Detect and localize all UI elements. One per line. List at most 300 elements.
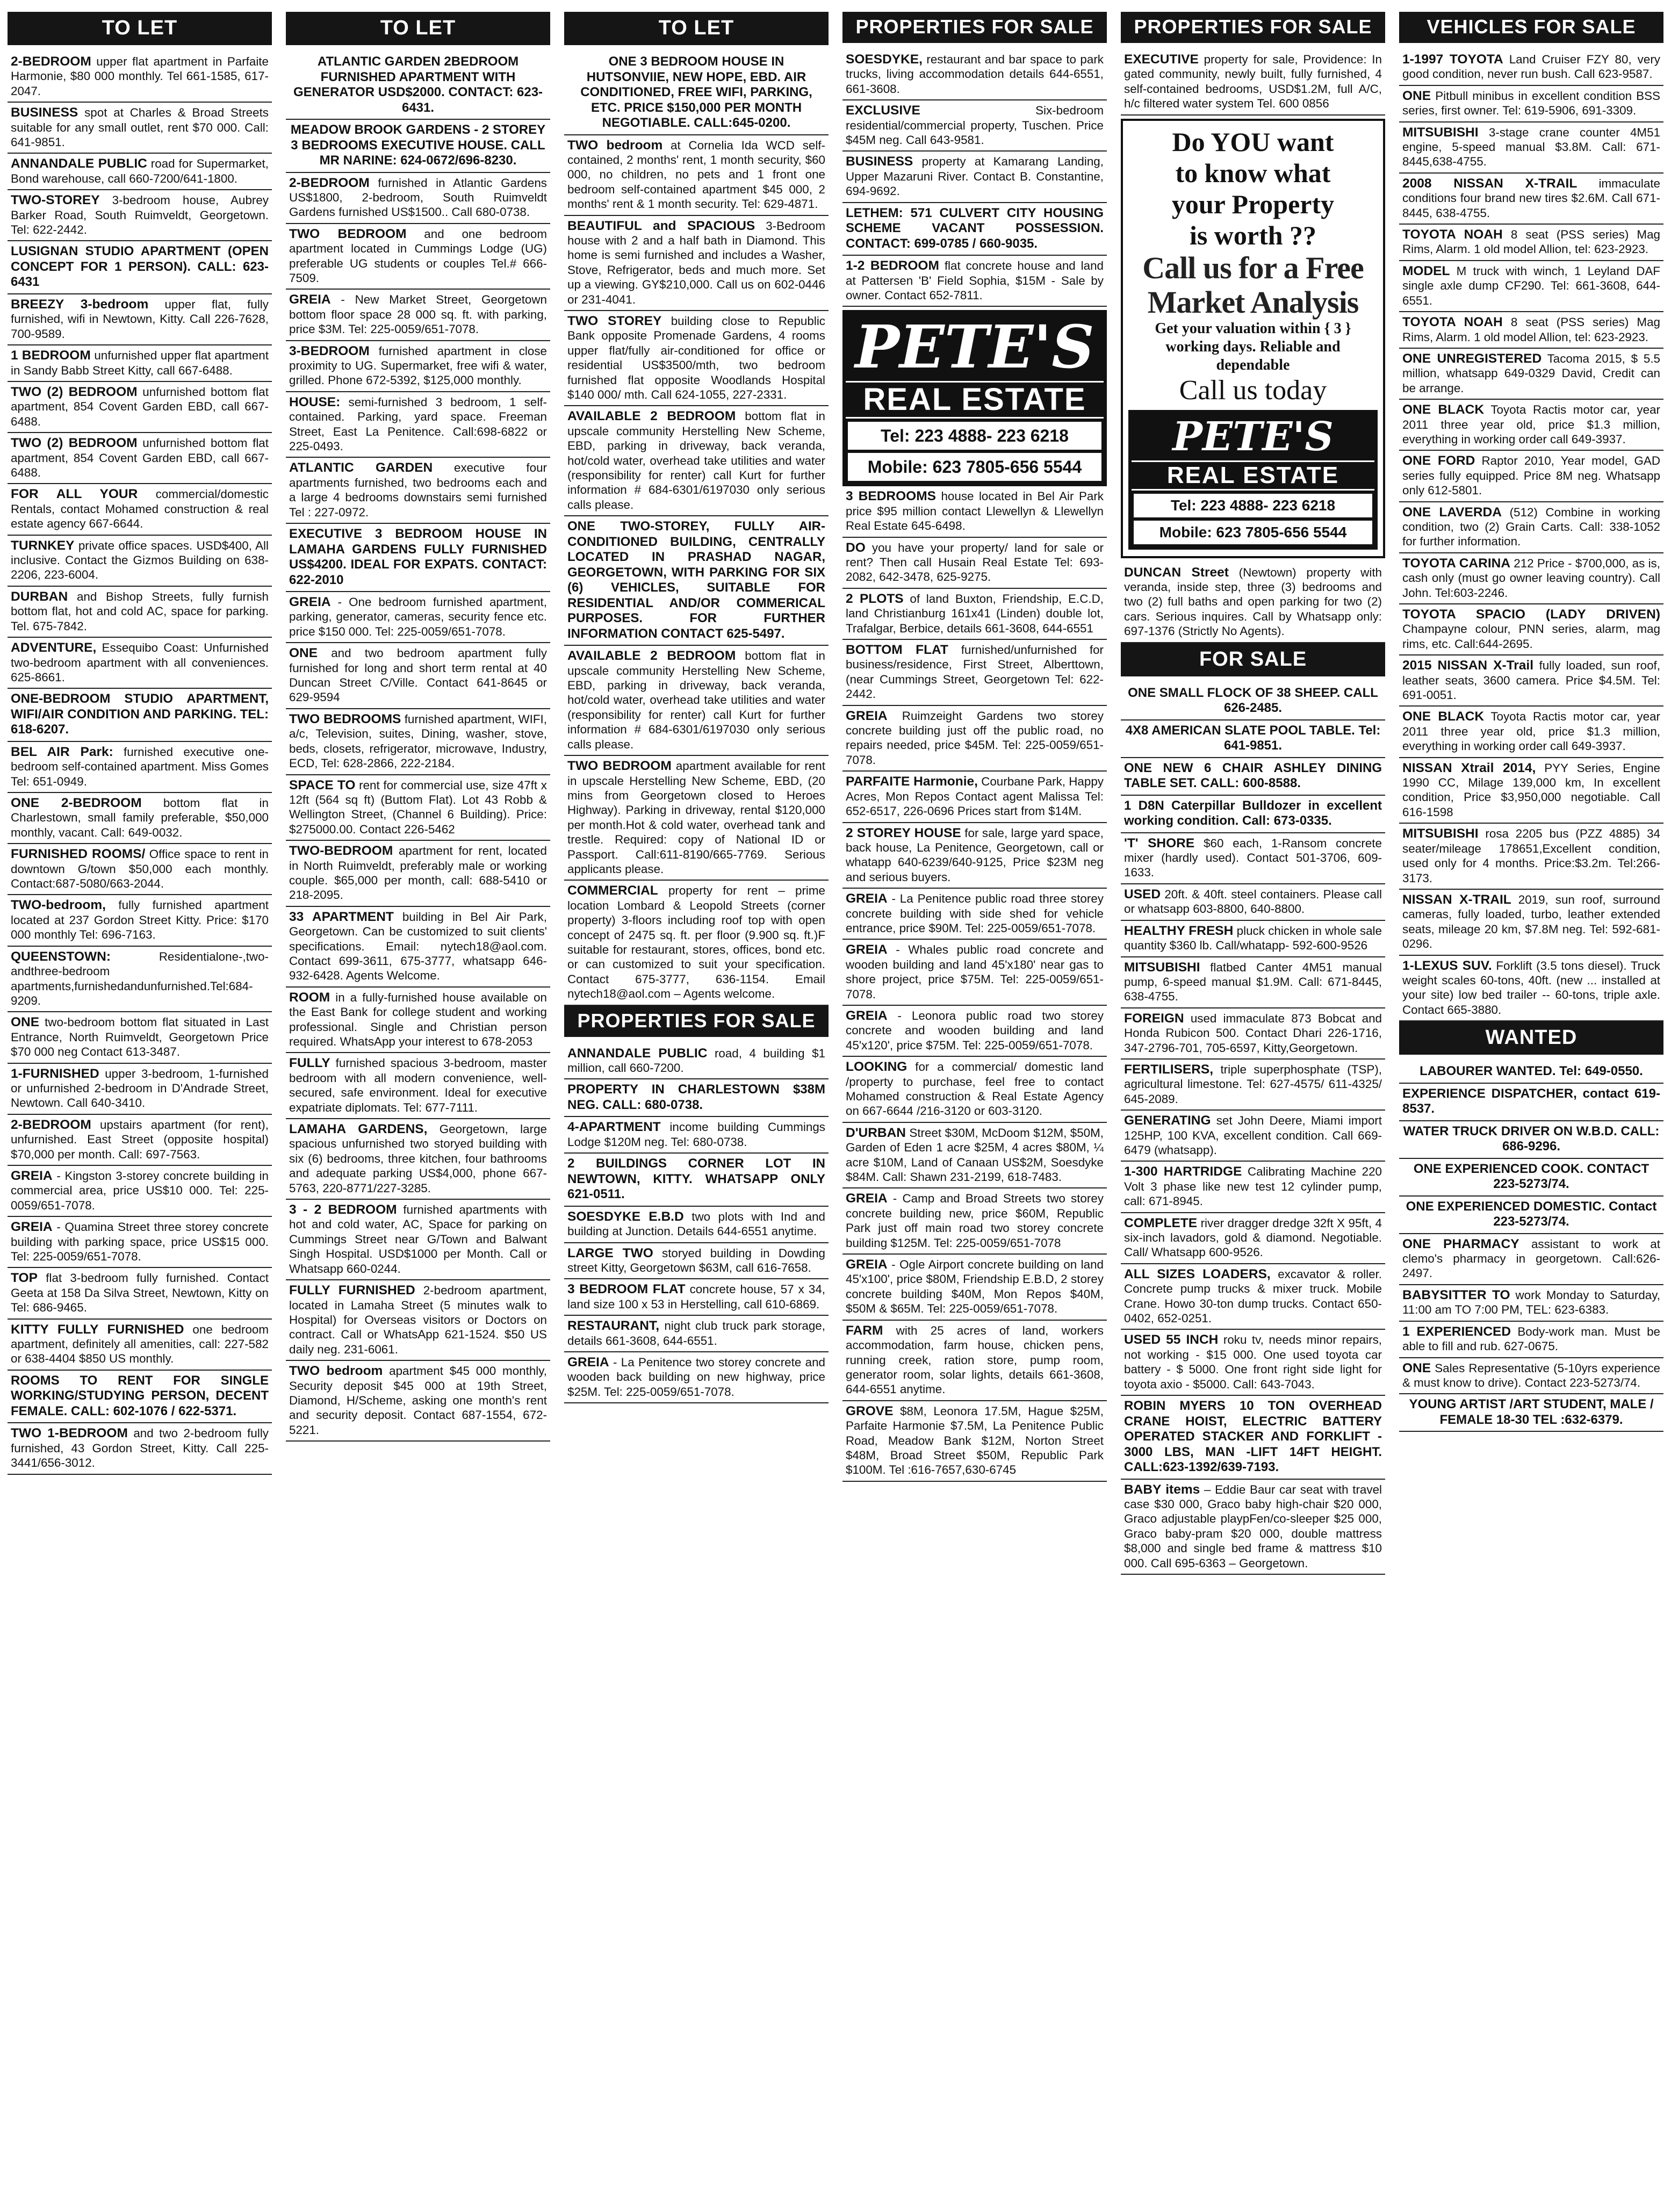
ad-lead: TWO bedroom — [289, 1364, 383, 1379]
ad-text: immaculate conditions four brand new tires $2.6M. Call 671-8445, 638-4755. — [1402, 176, 1660, 220]
section-header: VEHICLES FOR SALE — [1399, 12, 1663, 43]
classified-ad — [1121, 884, 1385, 921]
ad-lead: MITSUBISHI — [1124, 960, 1200, 975]
ad-text: upper flat, fully furnished, wifi in Newtown, Kitty. Call 226-7628, 700-9589. — [11, 297, 269, 341]
ad-text: road for Supermarket, Bond warehouse, call 660-7200/641-1800. — [11, 157, 269, 185]
ad-lead: TOYOTA NOAH — [1402, 315, 1503, 330]
ad-lead: ANNANDALE PUBLIC — [11, 156, 147, 171]
promo-headline: Do YOU want — [1172, 126, 1334, 157]
ad-lead: PARFAITE Harmonie, — [846, 774, 978, 789]
classified-ad — [1121, 1060, 1385, 1111]
column-5 — [1121, 12, 1385, 2207]
classified-ad — [842, 589, 1107, 640]
ad-text: furnished apartment, WIFI, a/c, Television, suites, Dining, washer, stove, beds, closets, refrigerator, microwave, Industry, ECD, Tel: 628-2866, 222-2184. — [289, 712, 547, 770]
classified-ad-bold: WATER TRUCK DRIVER ON W.B.D. CALL: 686-9296. — [1399, 1121, 1663, 1159]
ad-text: Toyota Ractis motor car, year 2011 three year old, price $1.3 million, everything in working order call 649-3937. — [1402, 710, 1660, 753]
classified-ad — [1399, 261, 1663, 312]
ad-lead: TWO BEDROOMS — [289, 711, 401, 726]
ad-lead: USED 55 INCH — [1124, 1332, 1219, 1348]
ad-lead: DURBAN — [11, 589, 68, 604]
ad-lead: FERTILISERS, — [1124, 1062, 1214, 1077]
ad-text: unfurnished bottom flat apartment, 854 Covent Garden EBD, call 667-6488. — [11, 385, 269, 428]
classified-ad — [1399, 1322, 1663, 1358]
petes-real-estate-logo — [842, 310, 1107, 486]
ad-lead: LARGE TWO — [567, 1245, 653, 1260]
classified-ad — [286, 709, 550, 775]
classified-ad-bold: MEADOW BROOK GARDENS - 2 STOREY 3 BEDROOMS EXECUTIVE HOUSE. CALL MR NARINE: 624-0672/696-8230. — [286, 120, 550, 173]
classified-ad — [8, 793, 272, 844]
ad-lead: TWO BEDROOM — [289, 226, 407, 241]
ad-text: Raptor 2010, Year model, GAD series fully equipped. Price 8M neg. Whatsapp only 612-5801. — [1402, 454, 1660, 498]
ad-lead: FARM — [846, 1323, 883, 1338]
ad-text: (Newtown) property with veranda, inside step, three (3) bedrooms and two (2) full baths and open parking for two (2) cars. Serious inquires. Call by Whatsapp only: 697-1376 (Strictly No Agents). — [1124, 565, 1382, 638]
ad-text: Six-bedroom residential/commercial property, Tuschen. Price $45M neg. Call 643-9581. — [846, 104, 1104, 147]
classified-ad — [564, 1207, 829, 1243]
classified-ad-bold: 2 BUILDINGS CORNER LOT IN NEWTOWN, KITTY. WHATSAPP ONLY 621-0511. — [564, 1154, 829, 1207]
ad-lead: EXCLUSIVE — [846, 103, 920, 118]
classified-ad — [8, 844, 272, 895]
section-header: PROPERTIES FOR SALE — [842, 12, 1107, 43]
logo-mobile: Mobile: 623 7805-656 5544 — [848, 453, 1101, 481]
ad-text: you have your property/ land for sale or rent? Then call Husain Real Estate Tel: 693-2082, 642-3478, 625-9275. — [846, 541, 1104, 584]
ad-lead: GREIA — [846, 1257, 888, 1272]
ad-lead: FULLY FURNISHED — [289, 1283, 415, 1298]
ad-text: for sale, large yard space, back house, La Penitence, Georgetown, call or whatapp 640-6239/640-9125, Price $23M neg and serious buyers. — [846, 826, 1104, 884]
classified-ad — [8, 536, 272, 587]
classified-ad — [842, 486, 1107, 537]
ad-lead: TWO (2) BEDROOM — [11, 385, 138, 399]
ad-text: - One bedroom furnished apartment, parking, generator, cameras, security fence etc. price $150 000. Tel: 225-0059/651-7078. — [289, 595, 547, 638]
ad-lead: TWO-STOREY — [11, 193, 100, 208]
ad-lead: MITSUBISHI — [1402, 826, 1479, 841]
ad-lead: GREIA — [846, 1008, 888, 1023]
classified-ad — [286, 1361, 550, 1442]
ad-text: flat concrete house and land at Pattersen 'B' Field Sophia, $15M - Sale by owner. Contact 652-7811. — [846, 259, 1104, 302]
ad-text: upstairs apartment (for rent), unfurnished. East Street (opposite hospital) $70,000 per month. Call: 697-7563. — [11, 1118, 269, 1161]
classified-ad-bold: ONE EXPERIENCED DOMESTIC. Contact 223-5273/74. — [1399, 1197, 1663, 1234]
ad-lead: FURNISHED ROOMS/ — [11, 847, 146, 862]
ad-lead: GREIA — [846, 891, 888, 906]
ad-text: 20ft. & 40ft. steel containers. Please call or whatsapp 603-8800, 640-8800. — [1124, 887, 1382, 916]
ad-lead: TOYOTA SPACIO (LADY DRIVEN) — [1402, 607, 1660, 622]
ad-lead: ONE — [1402, 88, 1431, 103]
ad-text: bottom flat in upscale community Herstelling New Scheme, EBD, parking in driveway, back veranda, hot/cold water, overhead take utilities and water (responsibility for renter) call Kurt for further information # 684-6301/6197030 only serious calls please. — [567, 409, 825, 511]
ad-text: storyed building in Dowding street Kitty, Georgetown $63M, call 616-7658. — [567, 1246, 825, 1274]
ad-lead: GREIA — [11, 1220, 53, 1235]
ad-text: pluck chicken in whole sale quantity $360 lb. Call/whatapp- 592-600-9526 — [1124, 924, 1382, 953]
ad-lead: SPACE TO — [289, 777, 356, 792]
ad-text: and two 2-bedroom fully furnished, 43 Gordon Street, Kitty. Call 225-3441/656-3012. — [11, 1426, 269, 1470]
ad-lead: COMPLETE — [1124, 1215, 1198, 1230]
ad-text: river dragger dredge 32ft X 95ft, 4 six-inch lavadors, gold & diamond. Negotiable. Call/ Whatsapp 600-9526. — [1124, 1216, 1382, 1259]
ad-text: 3-Bedroom house with 2 and a half bath in Diamond. This home is semi furnished and includes a Washer, Stove, Refrigerator, beds and much more. Set up a viewing. GY$210,000. Call us on 602-0446 or 231-4041. — [567, 219, 825, 306]
ad-lead: KITTY FULLY FURNISHED — [11, 1322, 184, 1337]
classified-ad-bold: ONE EXPERIENCED COOK. CONTACT 223-5273/74. — [1399, 1159, 1663, 1197]
promo-headline: is worth ?? — [1189, 220, 1317, 250]
classified-ad — [842, 1006, 1107, 1057]
classified-ad — [286, 775, 550, 841]
ad-text: semi-furnished 3 bedroom, 1 self-contained. Parking, yard space. Freeman Street, East La Penitence. Call:698-6822 or 225-0493. — [289, 395, 547, 453]
ad-lead: FOREIGN — [1124, 1011, 1184, 1026]
ad-text: bottom flat in Charlestown, small family preferable, $50,000 monthly, vacant. Call: 649-0032. — [11, 796, 269, 839]
logo-subtitle: REAL ESTATE — [846, 381, 1104, 419]
ad-lead: ONE BLACK — [1402, 402, 1485, 417]
ad-lead: FOR ALL YOUR — [11, 487, 138, 502]
ad-lead: TOYOTA NOAH — [1402, 227, 1503, 242]
ad-lead: GREIA — [846, 708, 888, 723]
ad-text: income building Cummings Lodge $120M neg. Tel: 680-0738. — [567, 1120, 825, 1149]
ad-text: flatbed Canter 4M51 manual pump, 6-speed manual $1.9M. Call: 671-8445, 638-4755. — [1124, 960, 1382, 1004]
classified-ad — [8, 52, 272, 103]
ad-text: of land Buxton, Friendship, E.C.D, land Christianburg 161x41 (Linden) double lot, Trafalgar, Berbice, details 661-3608, 644-6551 — [846, 592, 1104, 635]
ad-lead: NISSAN X-TRAIL — [1402, 892, 1511, 907]
ad-text: - New Market Street, Georgetown bottom floor space 28 000 sq. ft. with parking, price $3M. Tel: 225-0059/651-7078. — [289, 293, 547, 336]
ad-lead: 2 STOREY HOUSE — [846, 825, 961, 840]
classified-ad — [1121, 1111, 1385, 1162]
petes-real-estate-logo — [1128, 410, 1378, 550]
classified-ad — [842, 1123, 1107, 1189]
ad-text: Body-work man. Must be able to fill and rub. 627-0675. — [1402, 1324, 1660, 1353]
ad-text: two-bedroom bottom flat situated in Last Entrance, North Ruimveldt, Georgetown Price $70 000 neg Contact 613-3487. — [11, 1015, 269, 1059]
ad-lead: COMMERCIAL — [567, 883, 658, 898]
classified-ad — [8, 190, 272, 241]
ad-lead: BUSINESS — [846, 154, 913, 169]
ad-lead: TWO STOREY — [567, 313, 662, 328]
ad-lead: BEL AIR Park: — [11, 744, 113, 759]
ad-text: commercial/domestic Rentals, contact Mohamed construction & real estate agency 667-6644. — [11, 487, 269, 531]
ad-lead: GREIA — [289, 595, 331, 610]
ad-lead: 3 BEDROOMS — [846, 489, 936, 504]
ad-text: furnished spacious 3-bedroom, master bedroom with all modern convenience, well-secured, safe environment. Ideal for executive expatriate diplomats. Tel: 677-7111. — [289, 1056, 547, 1114]
ad-lead: GREIA — [289, 292, 331, 307]
ad-text: executive four apartments furnished, two bedrooms each and a large 4 bedrooms downstairs semi furnished Tel : 227-0972. — [289, 461, 547, 519]
classified-ad-bold: EXECUTIVE 3 BEDROOM HOUSE IN LAMAHA GARDENS FULLY FURNISHED US$4200. IDEAL FOR EXPATS. CONTACT: 622-2010 — [286, 524, 550, 592]
classified-ad — [286, 1280, 550, 1361]
ad-text: 212 Price - $700,000, as is, cash only (must go owner leaving country). Call John. Tel:603-2246. — [1402, 556, 1660, 600]
logo-phone: Tel: 223 4888- 223 6218 — [848, 422, 1101, 450]
classified-ad — [1121, 563, 1385, 643]
ad-text: unfurnished upper flat apartment in Sandy Babb Street Kitty, call 667-6488. — [11, 349, 269, 377]
classified-ad — [1399, 553, 1663, 604]
ad-lead: TWO BEDROOM — [567, 759, 672, 774]
classified-ad — [1121, 921, 1385, 957]
ad-text: property at Kamarang Landing, Upper Mazaruni River. Contact B. Constantine, 694-9692. — [846, 155, 1104, 198]
ad-text: – Eddie Baur car seat with travel case $30 000, Graco baby high-chair $20 000, Graco adjustable playpFen/co-sleeper $25 000, Graco baby-pram $20 000, double mattress $8,000 and single bed frame & mattress $10 000. Call 695-6363 – Georgetown. — [1124, 1482, 1382, 1570]
ad-lead: LAMAHA GARDENS, — [289, 1122, 428, 1137]
classified-ad — [842, 256, 1107, 307]
section-header: PROPERTIES FOR SALE — [564, 1006, 829, 1037]
ad-lead: DO — [846, 540, 866, 555]
classified-ad — [8, 1166, 272, 1217]
ad-lead: GENERATING — [1124, 1113, 1211, 1128]
ad-lead: GROVE — [846, 1403, 894, 1418]
classified-ad — [1399, 123, 1663, 174]
ad-text: 3-bedroom house, Aubrey Barker Road, South Ruimveldt, Georgetown. Tel: 622-2442. — [11, 193, 269, 237]
ad-lead: TWO bedroom — [567, 138, 663, 153]
ad-lead: 1-LEXUS SUV. — [1402, 958, 1492, 973]
ad-lead: SOESDYKE, — [846, 52, 923, 67]
classified-ad — [8, 1423, 272, 1474]
column-2 — [286, 12, 550, 2207]
ad-text: rosa 2205 bus (PZZ 4885) 34 seater/mileage 178651,Excellent condition, used only for 4 months. Price:$3.2m. Tel:266-3173. — [1402, 827, 1660, 885]
ad-text: private office spaces. USD$400, All inclusive. Contact the Gizmos Building on 638-2206, 223-6004. — [11, 538, 269, 582]
classified-ad-bold: EXPERIENCE DISPATCHER, contact 619-8537. — [1399, 1084, 1663, 1121]
classified-ad — [286, 1053, 550, 1119]
classified-ad — [286, 592, 550, 643]
classified-ad — [1399, 758, 1663, 824]
ad-text: 8 seat (PSS series) Mag Rims, Alarm. 1 old model Allion, tel: 623-2923. — [1402, 315, 1660, 344]
ad-lead: BUSINESS — [11, 105, 78, 120]
classified-ad — [1121, 49, 1385, 116]
ad-lead: 3-BEDROOM — [289, 343, 370, 358]
section-header: WANTED — [1399, 1021, 1663, 1055]
classified-ad — [1399, 400, 1663, 451]
classified-ad — [8, 587, 272, 638]
classified-ad — [564, 1043, 829, 1080]
classified-ad-bold: ONE NEW 6 CHAIR ASHLEY DINING TABLE SET. CALL: 600-8588. — [1121, 758, 1385, 796]
classified-ad — [842, 1321, 1107, 1401]
ad-text: - Kingston 3-storey concrete building in commercial area, price US$10 000. Tel: 225-0059/651-7078. — [11, 1169, 269, 1212]
promo-detail: Get your valuation within { 3 } — [1155, 320, 1351, 337]
classified-ad-bold: LUSIGNAN STUDIO APARTMENT (OPEN CONCEPT FOR 1 PERSON). CALL: 623-6431 — [8, 241, 272, 294]
classified-ad-bold: ONE-BEDROOM STUDIO APARTMENT, WIFI/AIR CONDITION AND PARKING. TEL: 618-6207. — [8, 689, 272, 742]
ad-text: and one bedroom apartment located in Cummings Lodge (UG) preferable UG students or couples Tel.# 666-7509. — [289, 227, 547, 285]
ad-text: set John Deere, Miami import 125HP, 100 KVA, excellent condition. Call 669-6479 (whatsapp). — [1124, 1114, 1382, 1157]
ad-text: one bedroom apartment, definitely all amenities, call: 227-582 or 638-4404 $850 US monthly. — [11, 1322, 269, 1366]
ad-text: triple superphosphate (TSP), agricultural limestone. Tel: 627-4575/ 611-4325/ 645-2089. — [1124, 1062, 1382, 1106]
ad-text: flat 3-bedroom fully furnished. Contact Geeta at 158 Da Silva Street, Newtown, Kitty on Tel: 686-9465. — [11, 1271, 269, 1315]
ad-text: two plots with Ind and building at Junction. Details 644-6551 anytime. — [567, 1209, 825, 1238]
classified-ad-bold: ATLANTIC GARDEN 2BEDROOM FURNISHED APARTMENT WITH GENERATOR USD$2000. CONTACT: 623-6431. — [286, 52, 550, 120]
classified-ad — [842, 823, 1107, 889]
classified-ad — [1399, 1234, 1663, 1285]
ad-text: at Cornelia Ida WCD self-contained, 2 months' rent, 1 month security, $60 000, no children, no pets and 1 front one bedroom self-contained apartment $45 000, 2 months' rent & 1 month security. Tel: 629-4871. — [567, 138, 825, 211]
logo-phone: Tel: 223 4888- 223 6218 — [1134, 494, 1372, 517]
ad-lead: ROOM — [289, 990, 330, 1005]
classified-ad — [842, 538, 1107, 589]
ad-lead: BABYSITTER TO — [1402, 1287, 1510, 1302]
ad-text: assistant to work at clemo's pharmacy in georgetown. Call:626-2497. — [1402, 1237, 1660, 1280]
classified-ad — [286, 173, 550, 224]
ad-text: Courbane Park, Happy Acres, Mon Repos Contact agent Malissa Tel: 652-6517, 226-0696 Prices start from $14M. — [846, 775, 1104, 818]
classified-ad — [1121, 1008, 1385, 1060]
classified-ad — [8, 1217, 272, 1268]
ad-lead: EXECUTIVE — [1124, 52, 1199, 67]
ad-lead: BREEZY 3-bedroom — [11, 297, 149, 312]
ad-lead: 2008 NISSAN X-TRAIL — [1402, 176, 1578, 191]
classified-ad — [286, 907, 550, 988]
ad-lead: 1-1997 TOYOTA — [1402, 52, 1503, 67]
classified-ad — [8, 1064, 272, 1115]
classified-ad — [564, 311, 829, 406]
classified-ad — [842, 640, 1107, 706]
classified-ad — [8, 1115, 272, 1166]
ad-text: for a commercial/ domestic land /property to purchase, feel free to contact Mohamed construction & Real Estate Agency on 667-6644 /216-3120 or 603-3120. — [846, 1060, 1104, 1118]
classified-ad-bold: ONE 3 BEDROOM HOUSE IN HUTSONVIIE, NEW HOPE, EBD. AIR CONDITIONED, FREE WIFI, PARKING, ETC. PRICE $150,000 PER MONTH NEGOTIABLE. CALL:645-0200. — [564, 52, 829, 135]
ad-text: property for sale, Providence: In gated community, newly built, fully furnished, 4 self-contained bedrooms, USD$1.2M, full A/C, h/c filtered water system Tel. 600 0856 — [1124, 53, 1382, 111]
classified-ad — [564, 1243, 829, 1280]
classified-ad — [8, 1012, 272, 1063]
section-header: TO LET — [8, 12, 272, 45]
ad-text: night club truck park storage, details 661-3608, 644-6551. — [567, 1319, 825, 1348]
classified-ad — [8, 484, 272, 535]
classified-ad — [842, 706, 1107, 772]
ad-text: Sales Representative (5-10yrs experience & must know to drive). Contact 223-5273/74. — [1402, 1361, 1660, 1389]
valuation-promo — [1121, 119, 1385, 558]
classified-ad — [1399, 225, 1663, 261]
classified-ad-bold: ROBIN MYERS 10 TON OVERHEAD CRANE HOIST, ELECTRIC BATTERY OPERATED STACKER AND FORKLIFT - 3000 LBS, MAN -LIFT 14FT HEIGHT. CALL:623-1392/639-7193. — [1121, 1396, 1385, 1480]
classified-ad — [1399, 604, 1663, 655]
promo-headline: your Property — [1171, 189, 1335, 219]
ad-lead: D'URBAN — [846, 1125, 906, 1140]
ad-text: work Monday to Saturday, 11:00 am TO 7:00 PM, TEL: 623-6383. — [1402, 1288, 1660, 1317]
classified-ad-bold: PROPERTY IN CHARLESTOWN $38M NEG. CALL: 680-0738. — [564, 1079, 829, 1117]
ad-lead: ALL SIZES LOADERS, — [1124, 1266, 1271, 1281]
classified-ad — [564, 1117, 829, 1154]
ad-text: - Whales public road concrete and wooden building and land 45'x180' near gas to shore project, price $75M. Tel: 225-0059/651-7078. — [846, 943, 1104, 1001]
ad-lead: 4-APARTMENT — [567, 1120, 661, 1135]
ad-text: apartment available for rent in upscale Herstelling New Scheme, EBD, (20 mins from Georgetown closed to Heroes Highway). Parking in driveway, rental $120,000 per month.Hot & cold water, overhead tank and trestle. Required: copy of National ID or Passport. Call:611-8190/665-7769. Serious applicants please. — [567, 759, 825, 876]
classified-ad — [286, 841, 550, 907]
ad-lead: 2-BEDROOM — [11, 1117, 91, 1132]
classified-ad — [286, 392, 550, 458]
ad-text: restaurant and bar space to park trucks, living accommodation details 644-6551, 661-3608. — [846, 53, 1104, 96]
ad-lead: MITSUBISHI — [1402, 125, 1479, 140]
ad-lead: ONE FORD — [1402, 453, 1475, 469]
ad-text: 2019, sun roof, surround cameras, fully loaded, turbo, leather extended seats, mileage 20 km, $7.8M neg. Tel: 592-681-0296. — [1402, 892, 1660, 951]
classified-ad — [842, 49, 1107, 100]
ad-lead: QUEENSTOWN: — [11, 949, 111, 964]
classified-ad — [8, 433, 272, 484]
ad-lead: 3 BEDROOM FLAT — [567, 1282, 686, 1297]
ad-text: furnished/unfurnished for business/residence, First Street, Alberttown, (near Cummings Street, Georgetown Tel: 622-2442. — [846, 643, 1104, 701]
ad-lead: ONE BLACK — [1402, 709, 1485, 724]
ad-lead: BABY items — [1124, 1482, 1200, 1497]
ad-text: $60 each, 1-Ransom concrete mixer (hardly used). Contact 501-3706, 609-1633. — [1124, 836, 1382, 880]
ad-lead: GREIA — [846, 1191, 888, 1206]
classified-ad — [8, 103, 272, 154]
ad-text: furnished executive one-bedroom self-contained apartment. Miss Gomes Tel: 651-0949. — [11, 745, 269, 788]
ad-lead: HEALTHY FRESH — [1124, 923, 1234, 938]
ad-lead: ONE — [11, 1015, 40, 1030]
ad-text: - La Penitence two storey concrete and wooden back building on new highway, price $25M. Tel: 225-0059/651-7078. — [567, 1355, 825, 1399]
classified-ad — [1399, 1285, 1663, 1322]
ad-text: furnished apartments with hot and cold water, AC, Space for parking on Cummings Street near G/Town and Balwant Singh Hospital. USD$1000 per Month. Call or Whatsapp 660-0244. — [289, 1203, 547, 1276]
classified-ad — [842, 1255, 1107, 1321]
classified-ad — [564, 646, 829, 756]
ad-lead: DUNCAN Street — [1124, 565, 1229, 580]
classified-ad-bold: ONE SMALL FLOCK OF 38 SHEEP. CALL 626-2485. — [1121, 683, 1385, 720]
ad-text: Office space to rent in downtown G/town $50,000 each monthly. Contact:687-5080/663-2044. — [11, 847, 269, 891]
section-header: PROPERTIES FOR SALE — [1121, 12, 1385, 43]
ad-text: building close to Republic Bank opposite Promenade Gardens, 4 rooms upper flat/fully air-conditioned for office or residential US$3500/mth, two bedroom furnished flat opposite Woodlands Hospital $140 000/ mth. Call 624-1055, 227-2331. — [567, 314, 825, 401]
classified-ad — [1121, 1330, 1385, 1396]
ad-text: fully loaded, sun roof, leather seats, 3600 camera. Price $4.5M. Tel: 691-0051. — [1402, 659, 1660, 702]
classified-ad — [1121, 957, 1385, 1008]
section-header: TO LET — [564, 12, 829, 45]
ad-text: in a fully-furnished house available on the East Bank for college student and working professional. Single and Christian person required. WhatsApp your interest to 678-2053 — [289, 990, 547, 1048]
ad-text: fully furnished apartment located at 237 Gordon Street Kitty. Price: $170 000 monthly Tel: 696-7163. — [11, 898, 269, 942]
ad-lead: ONE PHARMACY — [1402, 1236, 1519, 1251]
ad-text: concrete house, 57 x 34, land size 100 x 53 in Herstelling, call 610-6869. — [567, 1282, 825, 1311]
ad-text: and Bishop Streets, fully furnish bottom flat, hot and cold AC, space for parking. Tel. 675-7842. — [11, 589, 269, 633]
ad-lead: TOP — [11, 1271, 38, 1286]
classified-ad-bold: 4X8 AMERICAN SLATE POOL TABLE. Tel: 641-9851. — [1121, 720, 1385, 758]
ad-lead: 2015 NISSAN X-Trail — [1402, 658, 1534, 673]
ad-lead: LOOKING — [846, 1060, 907, 1075]
classified-ad — [1399, 890, 1663, 956]
classified-ad — [8, 638, 272, 689]
ad-lead: ONE LAVERDA — [1402, 505, 1502, 520]
classified-ad — [842, 889, 1107, 940]
ad-text: spot at Charles & Broad Streets suitable for any small outlet, rent $70 000. Call: 641-9851. — [11, 106, 269, 149]
classified-ad — [564, 1279, 829, 1316]
ad-text: Forklift (3.5 tons diesel). Truck weight scales 60-tons, 40ft. (new ... installed at your site) low bed trailer -- 60-tons, triple axle. Contact 665-3880. — [1402, 959, 1660, 1017]
column-1 — [8, 12, 272, 2207]
ad-text: - Ogle Airport concrete building on land 45'x100', price $80M, Friendship E.B.D, 2 storey concrete building $40M, Mon Repos $40M, $50M & $65M. Tel: 225-0059/651-7078. — [846, 1258, 1104, 1316]
ad-text: building in Bel Air Park, Georgetown. Can be customized to suit clients' specifications. Email: nytech18@aol.com. Contact 699-3611, 675-3777, whatsapp 646-932-6428. Agents Welcome. — [289, 910, 547, 983]
classified-ad — [8, 1320, 272, 1371]
ad-text: apartment for rent, located in North Ruimveldt, preferably male or working couple. $65,000 per month, call: 688-5410 or 218-2095. — [289, 844, 547, 902]
ad-text: - Camp and Broad Streets two storey concrete building new, price $60M, Republic Park just off main road two storey concrete building $125M. Tel: 225-0059/651-7078 — [846, 1192, 1104, 1250]
classified-ad — [564, 1352, 829, 1403]
classified-ad — [1121, 1264, 1385, 1330]
ad-text: Essequibo Coast: Unfurnished two-bedroom apartment with all conveniences. 625-8661. — [11, 641, 269, 684]
classified-ad — [1399, 349, 1663, 400]
classified-ad — [286, 458, 550, 524]
ad-text: upper flat apartment in Parfaite Harmonie, $80 000 monthly. Tel 661-1585, 617-2047. — [11, 55, 269, 98]
ad-text: - Leonora public road two storey concrete and wooden building and land 45'x120', price $75M. Tel: 225-0059/651-7078. — [846, 1008, 1104, 1052]
classified-ad-bold: LETHEM: 571 CULVERT CITY HOUSING SCHEME VACANT POSSESSION. CONTACT: 699-0785 / 660-9035. — [842, 203, 1107, 256]
classified-ad — [1121, 1480, 1385, 1575]
classified-ad — [564, 406, 829, 516]
classified-ad — [8, 1268, 272, 1319]
classified-ad — [1121, 1213, 1385, 1264]
ad-lead: 1 EXPERIENCED — [1402, 1324, 1511, 1339]
classified-ad — [1399, 86, 1663, 123]
classified-ad — [1399, 1358, 1663, 1395]
ad-text: 2-bedroom apartment, located in Lamaha Street (5 minutes walk to Hospital) for Overseas visitors or Doctors on contract. Call or WhatsApp 621-1524. $50 US daily neg. 231-6061. — [289, 1284, 547, 1356]
ad-text: Land Cruiser FZY 80, very good condition, never run bush. Call 623-9587. — [1402, 53, 1660, 81]
classified-ad — [1399, 312, 1663, 349]
classified-ad — [842, 1057, 1107, 1123]
promo-headline: to know what — [1175, 157, 1331, 188]
classified-ad-bold: LABOURER WANTED. Tel: 649-0550. — [1399, 1061, 1663, 1084]
classified-ad — [842, 1401, 1107, 1482]
ad-lead: 1 BEDROOM — [11, 348, 91, 363]
ad-lead: TWO-BEDROOM — [289, 844, 393, 859]
classified-ad — [8, 742, 272, 793]
ad-lead: USED — [1124, 887, 1161, 902]
classified-ad — [1121, 833, 1385, 884]
ad-lead: ADVENTURE, — [11, 640, 97, 655]
ad-lead: 2-BEDROOM — [289, 175, 370, 190]
ad-text: $8M, Leonora 17.5M, Hague $25M, Parfaite Harmonie $7.5M, La Penitence Public Road, Meadow Bank $12M, Norton Street $48M, Broad Street $50M, Republic Park $100M. Tel :616-7657,630-6745 — [846, 1404, 1104, 1477]
ad-lead: NISSAN Xtrail 2014, — [1402, 760, 1536, 775]
section-header: FOR SALE — [1121, 643, 1385, 676]
column-4 — [842, 12, 1107, 2207]
ad-lead: ONE — [1402, 1360, 1431, 1375]
classified-ad — [286, 224, 550, 290]
ad-text: bottom flat in upscale community Herstelling New Scheme, EBD, parking in driveway, back veranda, hot/cold water, overhead take utilities and water (responsibility for renter) call Kurt for further information # 684-6301/6197030 only serious calls please. — [567, 649, 825, 751]
classified-ad — [1399, 824, 1663, 890]
classified-ad — [286, 988, 550, 1054]
classified-ad — [286, 290, 550, 341]
ad-text: Residentialone-,two-andthree-bedroom apartments,furnishedandunfurnished.Tel:684-9209. — [11, 949, 269, 1007]
ad-text: 8 seat (PSS series) Mag Rims, Alarm. 1 old model Allion, tel: 623-2923. — [1402, 228, 1660, 256]
logo-name: PETE'S — [855, 312, 1094, 382]
classified-ad — [842, 1188, 1107, 1255]
